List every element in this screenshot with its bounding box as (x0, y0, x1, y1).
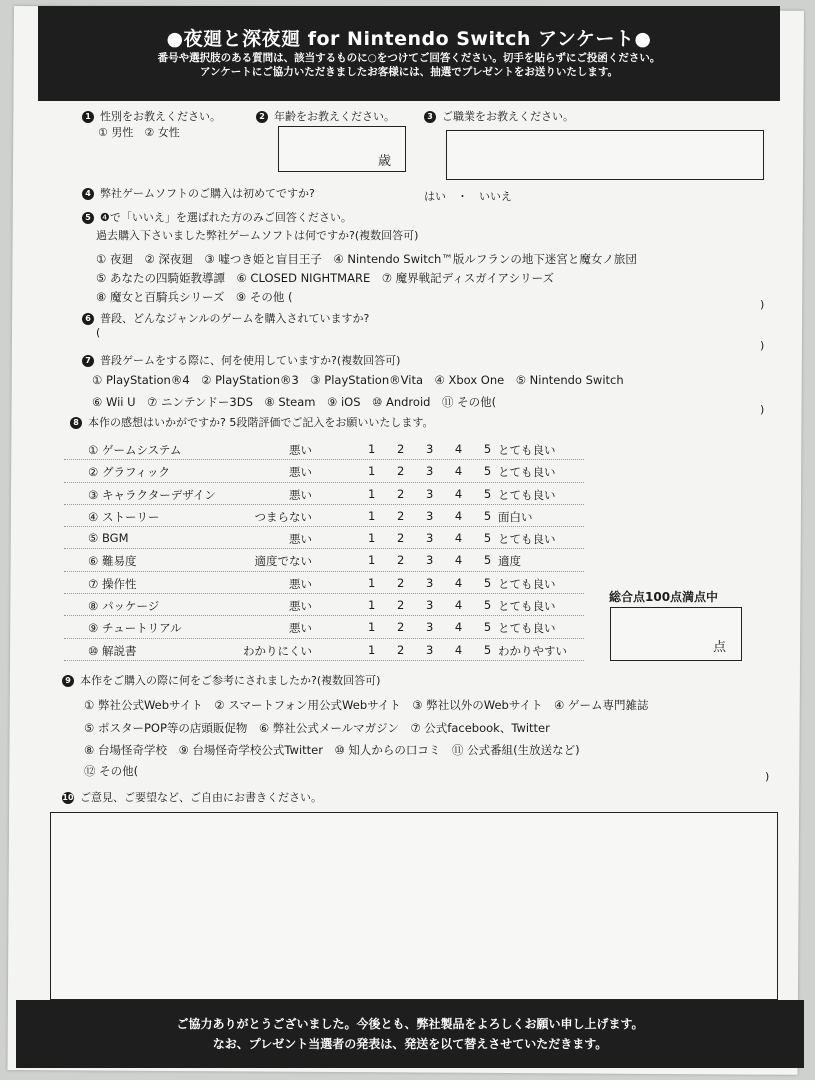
genre-open-paren[interactable]: ( (96, 326, 101, 339)
rating-scale[interactable]: 1 2 3 4 5 (368, 486, 501, 501)
question-text: 本作の感想はいかがですか? 5段階評価でご記入をお願いいたします。 (88, 416, 434, 429)
rating-positive: わかりやすい (498, 643, 567, 658)
rating-row (64, 594, 584, 616)
question-1 (82, 108, 221, 124)
question-number: 1 (82, 111, 94, 123)
rating-scale[interactable]: 1 2 3 4 5 (368, 508, 501, 523)
rating-negative: 適度でない (254, 554, 312, 569)
question-text: 普段ゲームをする際に、何を使用していますか?(複数回答可) (100, 354, 401, 367)
rating-label: ③ キャラクターデザイン (88, 487, 216, 502)
rating-positive: とても良い (498, 532, 556, 547)
rating-negative: 悪い (289, 621, 312, 636)
rating-scale[interactable]: 1 2 3 4 5 (368, 553, 501, 568)
rating-negative: つまらない (254, 509, 312, 524)
footer-prize-note: なお、プレゼント当選者の発表は、発送を以て替えさせていただきます。 (212, 1037, 608, 1051)
rating-scale[interactable]: 1 2 3 4 5 (368, 442, 501, 456)
reference-options-2[interactable]: ⑤ ポスターPOP等の店頭販促物 ⑥ 弊社公式メールマガジン ⑦ 公式facebook、Twitter (84, 721, 550, 735)
question-9 (62, 672, 380, 688)
rating-row (64, 527, 584, 549)
question-number: 4 (82, 188, 94, 200)
question-number: 5 (82, 212, 94, 224)
rating-label: ① ゲームシステム (88, 443, 182, 457)
rating-positive: 適度 (498, 554, 521, 569)
rating-label: ② グラフィック (88, 465, 171, 480)
rating-negative: 悪い (289, 465, 312, 480)
gender-options[interactable]: ① 男性 ② 女性 (98, 126, 180, 139)
question-number: 8 (70, 417, 82, 429)
question-text: ご職業をお教えください。 (442, 110, 574, 123)
reference-options-4[interactable]: ⑫ その他( (84, 764, 139, 778)
rating-scale[interactable]: 1 2 3 4 5 (368, 575, 501, 590)
rating-positive: とても良い (498, 599, 556, 614)
occupation-input-box[interactable] (446, 130, 764, 180)
question-text: 本作をご購入の際に何をご参考にされましたか?(複数回答可) (80, 674, 381, 687)
past-games-options-2[interactable]: ⑤ あなたの四騎姫教導譚 ⑥ CLOSED NIGHTMARE ⑦ 魔界戦記ディスガイアシリーズ (96, 271, 555, 285)
question-number: 9 (62, 675, 74, 687)
rating-label: ⑧ パッケージ (88, 599, 160, 614)
rating-row (64, 572, 584, 594)
reference-options-3[interactable]: ⑧ 台場怪奇学校 ⑨ 台場怪奇学校公式Twitter ⑩ 知人からの口コミ ⑪ 公式番組(生放送など) (84, 743, 580, 757)
rating-row (64, 505, 584, 527)
rating-label: ⑩ 解説書 (88, 643, 137, 658)
yes-no-options[interactable]: はい ・ いいえ (424, 190, 512, 203)
question-text: ❹で「いいえ」を選ばれた方のみご回答ください。 (100, 211, 352, 224)
platform-options-1[interactable]: ① PlayStation®4 ② PlayStation®3 ③ PlayStation®Vita ④ Xbox One ⑤ Nintendo Switch (92, 373, 624, 387)
question-4 (82, 185, 315, 201)
rating-scale[interactable]: 1 2 3 4 5 (368, 642, 501, 657)
rating-row (64, 616, 584, 638)
rating-table (64, 438, 584, 661)
rating-negative: わかりにくい (243, 643, 312, 658)
rating-scale[interactable]: 1 2 3 4 5 (368, 620, 501, 635)
close-paren: ) (760, 339, 765, 352)
platform-options-2[interactable]: ⑥ Wii U ⑦ ニンテンドー3DS ⑧ Steam ⑨ iOS ⑩ Android ⑪ その他( (92, 395, 497, 409)
rating-positive: 面白い (498, 509, 533, 524)
question-number: 2 (256, 111, 268, 123)
rating-row (64, 460, 584, 482)
rating-row (64, 483, 584, 505)
rating-label: ⑨ チュートリアル (88, 621, 182, 636)
rating-positive: とても良い (498, 465, 556, 480)
rating-positive: とても良い (498, 487, 556, 502)
survey-header (38, 6, 780, 101)
question-6 (82, 310, 369, 326)
header-instructions: 番号や選択肢のある質問は、該当するものに○をつけてご回答ください。切手を貼らずにご投函ください。 (157, 52, 661, 64)
total-score-label: 総合点100点満点中 (609, 590, 719, 604)
survey-title: ●夜廻と深夜廻 for Nintendo Switch アンケート● (166, 28, 652, 50)
rating-positive: とても良い (498, 576, 556, 591)
question-number: 7 (82, 355, 94, 367)
rating-positive: とても良い (498, 621, 556, 636)
rating-negative: 悪い (289, 599, 312, 614)
survey-footer (16, 1000, 804, 1068)
question-text: ご意見、ご要望など、ご自由にお書きください。 (80, 791, 322, 804)
question-number: 6 (82, 313, 94, 325)
question-5 (82, 209, 352, 225)
rating-scale[interactable]: 1 2 3 4 5 (368, 464, 501, 479)
rating-negative: 悪い (289, 487, 312, 502)
question-number: 10 (62, 793, 74, 802)
rating-row (64, 438, 584, 460)
footer-thanks: ご協力ありがとうございました。今後とも、弊社製品をよろしくお願い申し上げます。 (176, 1017, 644, 1031)
rating-scale[interactable]: 1 2 3 4 5 (368, 531, 501, 546)
rating-scale[interactable]: 1 2 3 4 5 (368, 598, 501, 613)
rating-negative: 悪い (289, 443, 312, 457)
question-text: 普段、どんなジャンルのゲームを購入されていますか? (100, 312, 370, 325)
question-text: 性別をお教えください。 (100, 110, 221, 123)
question-2 (256, 108, 395, 124)
question-number: 3 (424, 111, 436, 123)
rating-negative: 悪い (289, 532, 312, 547)
past-games-options-3[interactable]: ⑧ 魔女と百騎兵シリーズ ⑨ その他 ( (96, 290, 293, 304)
question-7 (82, 352, 400, 368)
age-unit: 歳 (378, 154, 392, 169)
rating-label: ⑦ 操作性 (88, 576, 137, 591)
rating-label: ⑤ BGM (88, 531, 129, 546)
header-prize-note: アンケートにご協力いただきましたお客様には、抽選でプレゼントをお送りいたします。 (199, 66, 619, 78)
question-10 (62, 789, 322, 805)
total-score-unit: 点 (713, 640, 727, 655)
close-paren: ) (760, 298, 765, 311)
question-text: 年齢をお教えください。 (274, 110, 395, 123)
question-5-sub: 過去購入下さいました弊社ゲームソフトは何ですか?(複数回答可) (96, 229, 419, 242)
close-paren: ) (765, 770, 770, 783)
question-3 (424, 108, 574, 124)
rating-row (64, 639, 584, 661)
rating-negative: 悪い (289, 576, 312, 591)
rating-label: ④ ストーリー (88, 509, 160, 524)
close-paren: ) (760, 403, 765, 416)
question-text: 弊社ゲームソフトのご購入は初めてですか? (100, 187, 315, 200)
rating-label: ⑥ 難易度 (88, 554, 137, 569)
rating-row (64, 549, 584, 571)
rating-positive: とても良い (498, 443, 556, 457)
past-games-options-1[interactable]: ① 夜廻 ② 深夜廻 ③ 嘘つき姫と盲目王子 ④ Nintendo Switch™版ルフランの地下迷宮と魔女ノ旅団 (96, 252, 637, 266)
question-8 (70, 414, 433, 430)
reference-options-1[interactable]: ① 弊社公式Webサイト ② スマートフォン用公式Webサイト ③ 弊社以外のWebサイト ④ ゲーム専門雑誌 (84, 698, 649, 712)
comments-box[interactable] (50, 812, 778, 1000)
